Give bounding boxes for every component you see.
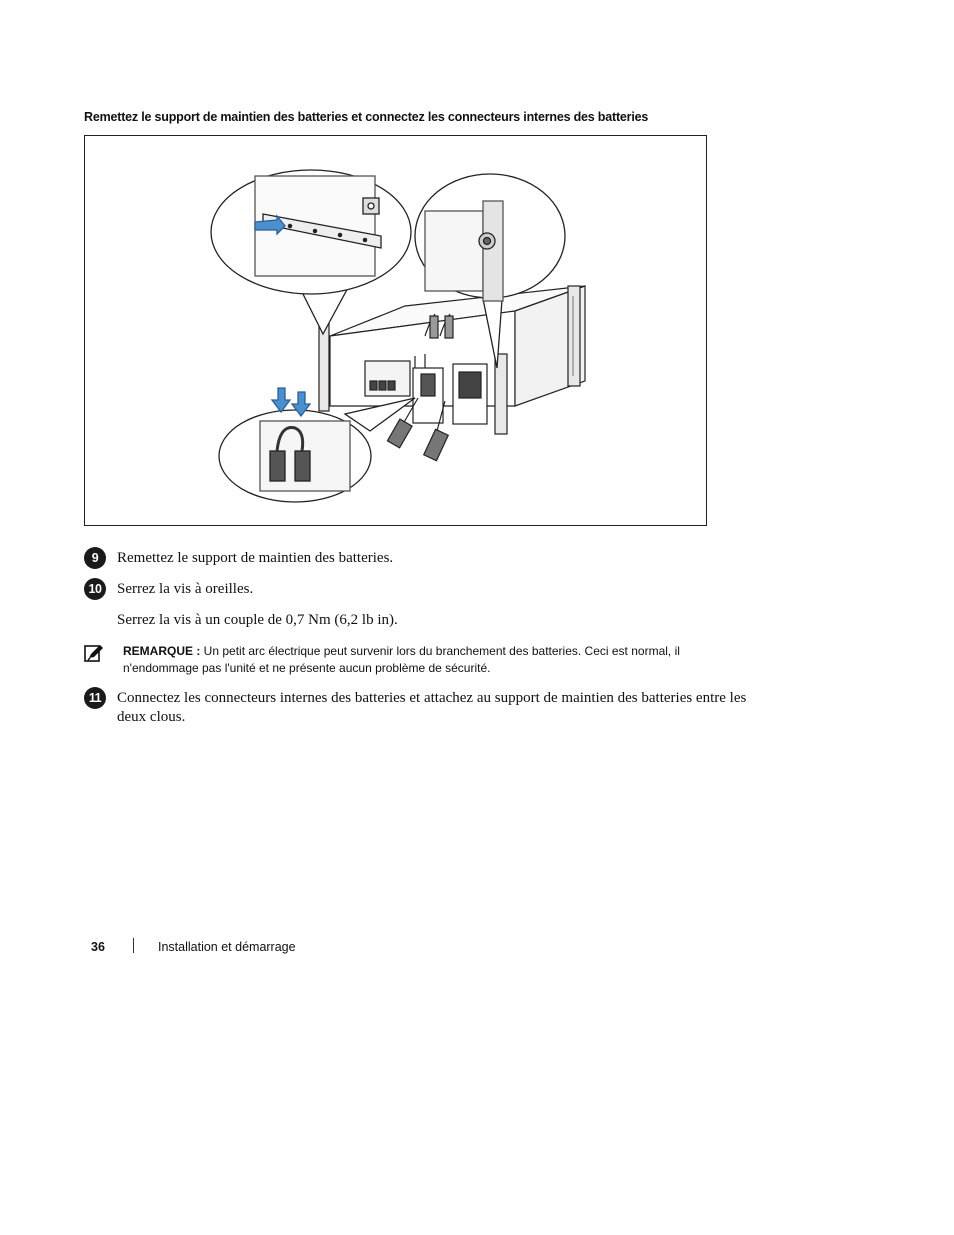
ups-battery-illustration — [85, 136, 708, 527]
pencil-note-icon — [84, 643, 104, 663]
down-arrow-icon — [272, 388, 290, 412]
note-label: REMARQUE : — [123, 644, 201, 658]
callout-connectors — [219, 388, 415, 502]
step-number-badge: 10 — [84, 578, 106, 600]
step-text: Serrez la vis à oreilles. — [117, 581, 254, 597]
battery-installation-figure — [84, 135, 707, 526]
page-number: 36 — [91, 940, 105, 954]
note-text — [123, 643, 723, 677]
note-body: Un petit arc électrique peut survenir lors du branchement des batteries. Ceci est normal, il n'endommage pas l'unité et ne présente aucun problème de sécurité. — [123, 644, 680, 675]
page-footer — [84, 938, 484, 958]
callout-bracket — [211, 170, 411, 334]
step-number-badge: 9 — [84, 547, 106, 569]
footer-section-title: Installation et démarrage — [158, 940, 296, 954]
step-number-badge: 11 — [84, 687, 106, 709]
step-text: Connectez les connecteurs internes des batteries et attachez au support de maintien des batteries entre les deux clous. — [117, 690, 747, 725]
footer-divider — [133, 938, 134, 953]
section-heading: Remettez le support de maintien des batteries et connectez les connecteurs internes des batteries — [84, 110, 649, 124]
step-text: Remettez le support de maintien des batteries. — [117, 550, 394, 566]
step-10-detail: Serrez la vis à un couple de 0,7 Nm (6,2 lb in). — [117, 612, 398, 628]
